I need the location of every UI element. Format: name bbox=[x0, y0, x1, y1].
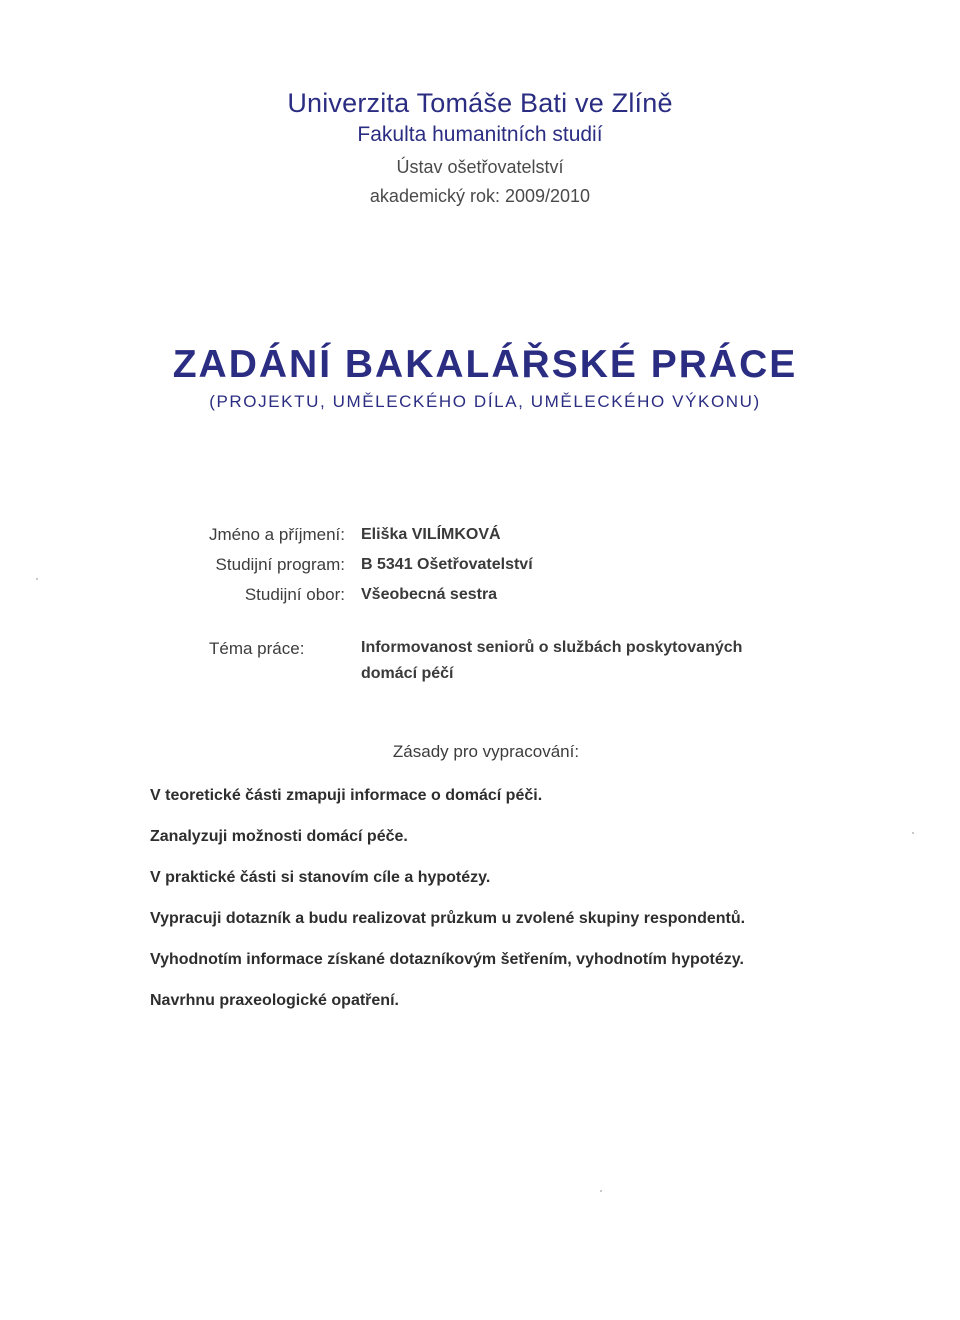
info-row-field bbox=[0, 580, 960, 610]
info-value: Eliška VILÍMKOVÁ bbox=[361, 526, 501, 543]
title-block bbox=[0, 340, 960, 414]
info-label: Studijní obor: bbox=[244, 585, 345, 604]
list-item: V praktické části si stanovím cíle a hypotézy. bbox=[150, 869, 491, 886]
principles-heading: Zásady pro vypracování: bbox=[392, 742, 580, 761]
info-label: Studijní program: bbox=[215, 555, 345, 574]
institute-name: Ústav ošetřovatelství bbox=[396, 157, 564, 177]
faculty-name: Fakulta humanitních studií bbox=[357, 123, 603, 146]
list-item: Vyhodnotím informace získané dotazníkovým šetřením, vyhodnotím hypotézy. bbox=[150, 951, 744, 968]
scan-speck bbox=[600, 1190, 602, 1192]
document-header bbox=[0, 86, 960, 210]
topic-value: Informovanost seniorů o službách poskytovaných domácí péčí bbox=[361, 639, 743, 682]
info-row-program bbox=[0, 550, 960, 580]
scan-speck bbox=[912, 832, 914, 834]
university-name: Univerzita Tomáše Bati ve Zlíně bbox=[287, 88, 673, 118]
list-item: Zanalyzuji možnosti domácí péče. bbox=[150, 828, 408, 845]
scan-speck bbox=[36, 578, 38, 580]
academic-year: akademický rok: 2009/2010 bbox=[369, 186, 591, 206]
info-label: Jméno a příjmení: bbox=[208, 525, 345, 544]
topic-label: Téma práce: bbox=[209, 639, 305, 658]
document-subtitle: (PROJEKTU, UMĚLECKÉHO DÍLA, UMĚLECKÉHO VÝKONU) bbox=[209, 392, 761, 411]
student-info bbox=[0, 520, 960, 610]
list-item: V teoretické části zmapuji informace o domácí péči. bbox=[150, 787, 543, 804]
info-value: B 5341 Ošetřovatelství bbox=[361, 556, 533, 573]
list-item: Navrhnu praxeologické opatření. bbox=[150, 992, 399, 1009]
principles-list bbox=[150, 781, 910, 1027]
info-value: Všeobecná sestra bbox=[361, 586, 498, 603]
list-item: Vypracuji dotazník a budu realizovat průzkum u zvolené skupiny respondentů. bbox=[150, 910, 746, 927]
info-row-name bbox=[0, 520, 960, 550]
document-title: ZADÁNÍ BAKALÁŘSKÉ PRÁCE bbox=[172, 343, 798, 386]
